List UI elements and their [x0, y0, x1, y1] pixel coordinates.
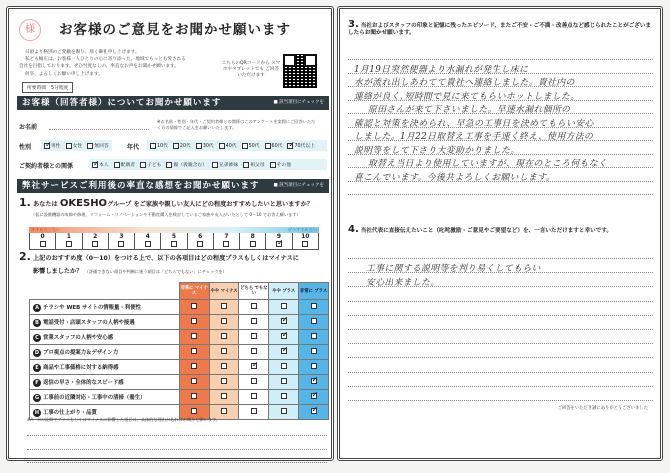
check-hint: ■ 該当項目にチェックを: [273, 179, 324, 193]
checkbox[interactable]: [251, 393, 257, 399]
checkbox[interactable]: [251, 333, 257, 339]
gender-options: [41, 140, 112, 151]
scale-high-label: ぜひすすめたい: [287, 227, 317, 232]
blank-header: [30, 283, 180, 300]
checkbox[interactable]: [150, 143, 156, 149]
scale-value: 9: [276, 233, 282, 240]
checkbox[interactable]: [251, 318, 257, 324]
rating-cell[interactable]: [269, 315, 299, 330]
checkbox[interactable]: [311, 303, 317, 309]
question-text: 影響しましたか？: [33, 268, 83, 275]
relation-option[interactable]: [140, 161, 161, 168]
matrix-item: [30, 375, 180, 390]
matrix-row: [30, 360, 329, 375]
matrix-item: [30, 345, 180, 360]
scale-option-1[interactable]: [56, 233, 82, 249]
rating-cell[interactable]: [239, 315, 269, 330]
gender-option[interactable]: [66, 142, 83, 149]
item-label: チラシや WEB サイトの情報量・利便性: [43, 304, 141, 311]
scale-value: 6: [198, 233, 203, 240]
checkbox[interactable]: [191, 303, 197, 309]
age-option[interactable]: [173, 142, 191, 149]
age-option[interactable]: [287, 142, 315, 149]
checkbox[interactable]: [242, 143, 248, 149]
option-label: その他: [276, 163, 292, 168]
checkbox[interactable]: [281, 363, 287, 369]
handwritten-answer: 連絡が良く､短時間で見に来てもらいホットしました。: [354, 91, 580, 102]
survey-title: お客様のご意見をお聞かせ願います: [59, 22, 291, 38]
rating-cell[interactable]: [179, 375, 209, 390]
checkbox[interactable]: [311, 363, 317, 369]
matrix-item: [30, 300, 180, 315]
option-label: 祖父母: [250, 163, 265, 168]
option-label: 30代: [202, 144, 214, 149]
age-option[interactable]: [196, 142, 214, 149]
handwritten-answer: 安心出来ました。: [366, 278, 440, 289]
checkbox[interactable]: [212, 162, 218, 168]
rating-cell[interactable]: [299, 315, 329, 330]
matrix-row: [30, 345, 329, 360]
matrix-row: [30, 300, 329, 315]
checkbox[interactable]: [221, 348, 227, 354]
item-label: 工事の仕上がり・品質: [43, 409, 97, 416]
item-label: 営業スタッフの人柄や安心感: [43, 334, 114, 341]
item-label: プロ視点の提案力＆デザイン力: [43, 349, 119, 356]
handwritten-answer: 説明等をして下さり大変助かりました。: [354, 145, 520, 156]
rating-cell[interactable]: [269, 375, 299, 390]
letter-badge-icon: F: [33, 379, 41, 387]
checkbox[interactable]: [191, 318, 197, 324]
rating-cell[interactable]: [239, 300, 269, 315]
letter-badge-icon: C: [33, 334, 41, 342]
matrix-row: [30, 390, 329, 405]
scale-value: 8: [250, 233, 255, 240]
checkbox[interactable]: [281, 333, 287, 339]
item-label: 工事前の近隣対応・工事中の清掃（養生）: [43, 394, 146, 401]
rating-cell[interactable]: [209, 330, 239, 345]
rating-cell[interactable]: [239, 330, 269, 345]
handwritten-answer: 工事に関する説明等を判り易くしてもらい: [366, 264, 541, 275]
reason-line-2[interactable]: [27, 449, 327, 450]
relation-option[interactable]: [243, 161, 264, 168]
option-label: 兄弟姉妹: [219, 163, 239, 168]
checkbox[interactable]: [311, 348, 317, 354]
matrix-item: [30, 360, 180, 375]
column-header: やや マイナス: [209, 283, 239, 300]
rating-cell[interactable]: [239, 360, 269, 375]
checkbox[interactable]: [281, 303, 287, 309]
seal-stamp-icon: 様: [19, 19, 41, 41]
checkbox[interactable]: [251, 348, 257, 354]
checkbox[interactable]: [219, 143, 225, 149]
option-label: 無回答: [94, 144, 109, 149]
scale-value: 2: [93, 233, 98, 240]
answer-line[interactable]: [348, 400, 653, 401]
rating-cell[interactable]: [299, 405, 329, 420]
rating-cell[interactable]: [299, 345, 329, 360]
checkbox[interactable]: [302, 241, 308, 247]
checkbox[interactable]: [166, 162, 172, 168]
question-number: 1.: [19, 196, 31, 209]
column-header: どちら でもない: [239, 283, 269, 300]
question-2-line2: [33, 266, 227, 275]
question-3: [348, 21, 653, 37]
answer-line[interactable]: [348, 194, 653, 195]
checkbox[interactable]: [311, 378, 317, 384]
handwritten-answer: 1月19日突然便器より水漏れが発生し床に: [354, 64, 529, 75]
rating-cell[interactable]: [239, 390, 269, 405]
checkbox[interactable]: [287, 143, 293, 149]
recommend-scale: [29, 227, 319, 250]
checkbox[interactable]: [197, 241, 203, 247]
option-label: 男性: [51, 144, 61, 149]
matrix-row: [30, 375, 329, 390]
matrix-row: [30, 315, 329, 330]
checkbox[interactable]: [191, 363, 197, 369]
letter-badge-icon: B: [33, 319, 41, 327]
rating-cell[interactable]: [209, 315, 239, 330]
answer-line[interactable]: [348, 386, 653, 387]
rating-cell[interactable]: [239, 345, 269, 360]
checkbox[interactable]: [191, 348, 197, 354]
age-option[interactable]: [219, 142, 237, 149]
column-header: やや プラス: [269, 283, 299, 300]
check-hint: ■ 該当項目にチェックを: [273, 96, 324, 110]
question-2-sub: （評価できない項目や判断に迷う項目は「どちらでもない」にチェックを）: [84, 269, 227, 274]
rating-cell[interactable]: [239, 375, 269, 390]
question-4: [348, 226, 653, 235]
rating-cell[interactable]: [299, 390, 329, 405]
age-option[interactable]: [150, 142, 168, 149]
qr-code-icon[interactable]: [283, 54, 317, 88]
survey-left-page: [6, 6, 334, 461]
question-number: 4.: [348, 224, 359, 235]
time-required-badge: 所要時間 5分程度: [22, 82, 73, 93]
option-label: 50代: [248, 144, 260, 149]
checkbox[interactable]: [221, 393, 227, 399]
checkbox[interactable]: [191, 333, 197, 339]
checkbox[interactable]: [276, 241, 282, 247]
handwritten-answer: 喜こんでいます。今後共よろしくお願いします。: [354, 172, 555, 183]
column-header: 非常に マイナス: [179, 283, 209, 300]
section-heading-text: 弊社サービスご利用後の率直な感想をお聞かせ願います: [22, 181, 260, 191]
rating-cell[interactable]: [179, 330, 209, 345]
rating-cell[interactable]: [209, 360, 239, 375]
checkbox[interactable]: [196, 143, 202, 149]
checkbox[interactable]: [251, 378, 257, 384]
scale-option-10[interactable]: [293, 233, 318, 249]
answer-line[interactable]: [348, 372, 653, 373]
handwritten-answer: 水が流れ出しあわてて貴社へ連絡しました。貴社内の: [354, 78, 575, 88]
qr-note: こちらのQRコードから スマホやタブレットでも ご回答いただけます: [221, 61, 281, 78]
answer-line[interactable]: [348, 315, 653, 316]
scale-low-label: すすめたくない: [31, 227, 61, 232]
option-label: 40代: [225, 144, 237, 149]
relation-option[interactable]: [114, 161, 135, 168]
checkbox[interactable]: [311, 393, 317, 399]
checkbox[interactable]: [191, 378, 197, 384]
relation-options: [89, 159, 327, 170]
handwritten-answer: 取替え当日より使用していますが、現在のところ何もなく: [368, 159, 608, 169]
checkbox[interactable]: [270, 162, 276, 168]
matrix-item: [30, 315, 180, 330]
gender-label: 性別: [19, 144, 32, 151]
item-label: 商品や工事価格に対する納得感: [43, 364, 119, 371]
scale-value: 1: [66, 233, 71, 240]
checkbox[interactable]: [191, 393, 197, 399]
intro-line: 会社を目指しております。ぜひ忖度なしの、率直なお声をお聞かせ願います。: [19, 64, 179, 70]
column-header: 非常に プラス: [299, 283, 329, 300]
relation-option[interactable]: [166, 161, 207, 168]
answer-line[interactable]: [348, 357, 653, 358]
rating-cell[interactable]: [269, 345, 299, 360]
handwritten-answer: しました。1月22日取替え工事を手速く終え、使用方法の: [354, 132, 594, 142]
rating-cell[interactable]: [269, 330, 299, 345]
option-label: 親（義親含む）: [173, 163, 208, 168]
rating-cell[interactable]: [179, 390, 209, 405]
rating-cell[interactable]: [299, 375, 329, 390]
rating-cell[interactable]: [269, 390, 299, 405]
scale-option-3[interactable]: [109, 233, 135, 249]
brand-name: OKESHO: [59, 198, 108, 209]
question-text: あなたは: [33, 201, 58, 208]
age-options: [147, 140, 327, 151]
rating-cell[interactable]: [209, 345, 239, 360]
letter-badge-icon: D: [34, 349, 40, 356]
scale-option-6[interactable]: [188, 233, 214, 249]
scale-option-5[interactable]: [161, 233, 187, 249]
scale-value: 7: [224, 233, 229, 240]
checkbox[interactable]: [140, 162, 146, 168]
scale-option-8[interactable]: [240, 233, 266, 249]
rating-cell[interactable]: [239, 405, 269, 420]
checkbox[interactable]: [243, 162, 249, 168]
relation-option[interactable]: [92, 161, 109, 168]
checkbox[interactable]: [171, 241, 177, 247]
rating-cell[interactable]: [269, 405, 299, 420]
item-label: 電話受付・店頭スタッフの人柄や接遇: [43, 319, 135, 326]
checkbox[interactable]: [173, 143, 179, 149]
rating-cell[interactable]: [299, 360, 329, 375]
checkbox[interactable]: [311, 318, 317, 324]
checkbox[interactable]: [221, 378, 227, 384]
checkbox[interactable]: [145, 241, 151, 247]
section-heading-feedback: [17, 179, 329, 193]
checkbox[interactable]: [251, 363, 257, 369]
survey-right-page: [337, 6, 663, 461]
checkbox[interactable]: [92, 162, 98, 168]
question-text: 当社代表に直接伝えたいこと（叱咤激励・ご意見やご要望など）を、一言いただけますと幸いです。: [360, 228, 612, 234]
checkbox[interactable]: [44, 143, 50, 149]
scale-value: 10: [301, 233, 310, 240]
question-number: 3.: [348, 19, 359, 30]
checkbox[interactable]: [221, 318, 227, 324]
question-text: 当社およびスタッフの印象と記憶に残ったエピソード、またご不安・ご不満・改善点など感じられたことがございましたらお聞かせ願います。: [348, 23, 652, 36]
age-label: 年代: [127, 144, 140, 151]
question-1-sub: （仮に設備機器の故障や修理、リフォーム・リノベーションや不動産購入を検討しているご家族や友人がいたとして 0〜10 でお答え願います）: [31, 212, 301, 217]
checkbox[interactable]: [221, 303, 227, 309]
checkbox[interactable]: [281, 378, 287, 384]
checkbox[interactable]: [87, 143, 93, 149]
checkbox[interactable]: [281, 408, 287, 414]
checkbox[interactable]: [281, 393, 287, 399]
scale-value: 5: [171, 233, 177, 240]
letter-badge-icon: A: [33, 304, 41, 312]
intro-line: 私ども桶庄は、お客様一人ひとりの心に寄り添った、地域でもっとも愛される: [25, 57, 186, 63]
rating-cell[interactable]: [179, 300, 209, 315]
checkbox[interactable]: [221, 363, 227, 369]
letter-badge-icon: E: [33, 364, 41, 372]
option-label: 本人: [99, 163, 109, 168]
checkbox[interactable]: [251, 303, 257, 309]
question-1: [19, 196, 313, 209]
answer-line[interactable]: [348, 59, 653, 60]
option-label: 60代: [271, 144, 283, 149]
rating-cell[interactable]: [209, 300, 239, 315]
rating-cell[interactable]: [179, 315, 209, 330]
answer-line[interactable]: [348, 329, 653, 330]
question-2: [19, 250, 331, 263]
rating-cell[interactable]: [299, 300, 329, 315]
relation-label: ご契約者様との関係: [19, 163, 74, 170]
checkbox[interactable]: [92, 241, 98, 247]
question-number: 2.: [19, 250, 31, 263]
intro-text: [19, 49, 214, 78]
rating-cell[interactable]: [299, 330, 329, 345]
rating-cell[interactable]: [179, 345, 209, 360]
scale-value: 0: [40, 233, 45, 240]
scale-option-2[interactable]: [83, 233, 109, 249]
option-label: 20代: [179, 144, 191, 149]
rating-cell[interactable]: [179, 360, 209, 375]
checkbox[interactable]: [281, 348, 287, 354]
matrix-item: [30, 390, 180, 405]
scale-option-0[interactable]: [30, 233, 56, 249]
checkbox[interactable]: [251, 408, 257, 414]
scale-cells: [29, 233, 319, 250]
intro-line: 日頃より格別のご愛顧を賜り、厚く御礼申し上げます。: [25, 50, 140, 55]
checkbox[interactable]: [66, 241, 72, 247]
checkbox[interactable]: [66, 143, 72, 149]
age-option[interactable]: [242, 142, 260, 149]
section-heading-text: お客様（回答者様）についてお聞かせ願います: [22, 98, 222, 108]
handwritten-answer: 確認と対策を決められ、早急の工事日を決めてもらい安心: [354, 118, 594, 129]
matrix-row: [30, 330, 329, 345]
scale-option-4[interactable]: [135, 233, 161, 249]
matrix-note: ※A〜Hの設問でプラスもしくはマイナスに影響した項目は、具体的な理由があればお聞かせ願います。: [27, 417, 221, 422]
option-label: 女性: [72, 144, 83, 149]
gender-option[interactable]: [44, 142, 61, 149]
letter-badge-icon: G: [34, 394, 40, 401]
checkbox[interactable]: [118, 241, 124, 247]
option-label: 70代以上: [294, 144, 315, 149]
privacy-note: ※お名前・性別・年代・ご契約者様との関係はこのアンケートを実際にご回答いただく方の情報でご記入をお願いいたします。: [157, 119, 316, 130]
checkbox[interactable]: [250, 241, 256, 247]
handwritten-answer: 原田さんが来て下さいました。早速水漏れ個所の: [368, 105, 571, 115]
name-field[interactable]: [49, 129, 149, 130]
name-label: お名前: [19, 124, 38, 131]
checkbox[interactable]: [281, 318, 287, 324]
scale-option-7[interactable]: [214, 233, 240, 249]
answer-line[interactable]: [348, 301, 653, 302]
checkbox[interactable]: [191, 408, 197, 414]
intro-line: 何卒、よろしくお願い申し上げます。: [25, 71, 103, 77]
gender-option[interactable]: [87, 142, 108, 149]
rating-cell[interactable]: [269, 360, 299, 375]
checkbox[interactable]: [40, 241, 46, 247]
checkbox[interactable]: [221, 333, 227, 339]
checkbox[interactable]: [311, 333, 317, 339]
scale-value: 4: [145, 233, 150, 240]
option-label: 10代: [157, 144, 168, 149]
checkbox[interactable]: [311, 408, 317, 414]
letter-badge-icon: H: [34, 409, 40, 416]
question-text: 上記のおすすめ度（0〜10）をつける上で、以下の各項目はどの程度プラスもしくはマイナスに: [33, 255, 299, 262]
rating-cell[interactable]: [209, 390, 239, 405]
reason-line-3[interactable]: [27, 462, 327, 463]
scale-value: 3: [119, 233, 124, 240]
impact-matrix: [29, 282, 329, 420]
age-option[interactable]: [265, 142, 283, 149]
reason-line-1[interactable]: [27, 435, 327, 436]
option-label: 子ども: [147, 163, 162, 168]
answer-line[interactable]: [348, 343, 653, 344]
thanks-message: ご回答をいただき誠にありがとうございました: [557, 406, 648, 411]
answer-line[interactable]: [348, 258, 653, 259]
section-heading-respondent: [17, 96, 329, 110]
rating-cell[interactable]: [209, 375, 239, 390]
relation-option[interactable]: [212, 161, 238, 168]
matrix-item: [30, 330, 180, 345]
relation-option[interactable]: [270, 161, 291, 168]
scale-option-9[interactable]: [266, 233, 292, 249]
checkbox[interactable]: [114, 162, 120, 168]
option-label: 配偶者: [120, 163, 136, 168]
rating-cell[interactable]: [269, 300, 299, 315]
item-label: 返信の早さ・全体的なスピード感: [43, 379, 124, 386]
checkbox[interactable]: [221, 408, 227, 414]
checkbox[interactable]: [265, 143, 271, 149]
question-text: グループ をご家族や親しい友人にどの程度おすすめしたいと思いますか？: [107, 201, 313, 208]
checkbox[interactable]: [223, 241, 229, 247]
